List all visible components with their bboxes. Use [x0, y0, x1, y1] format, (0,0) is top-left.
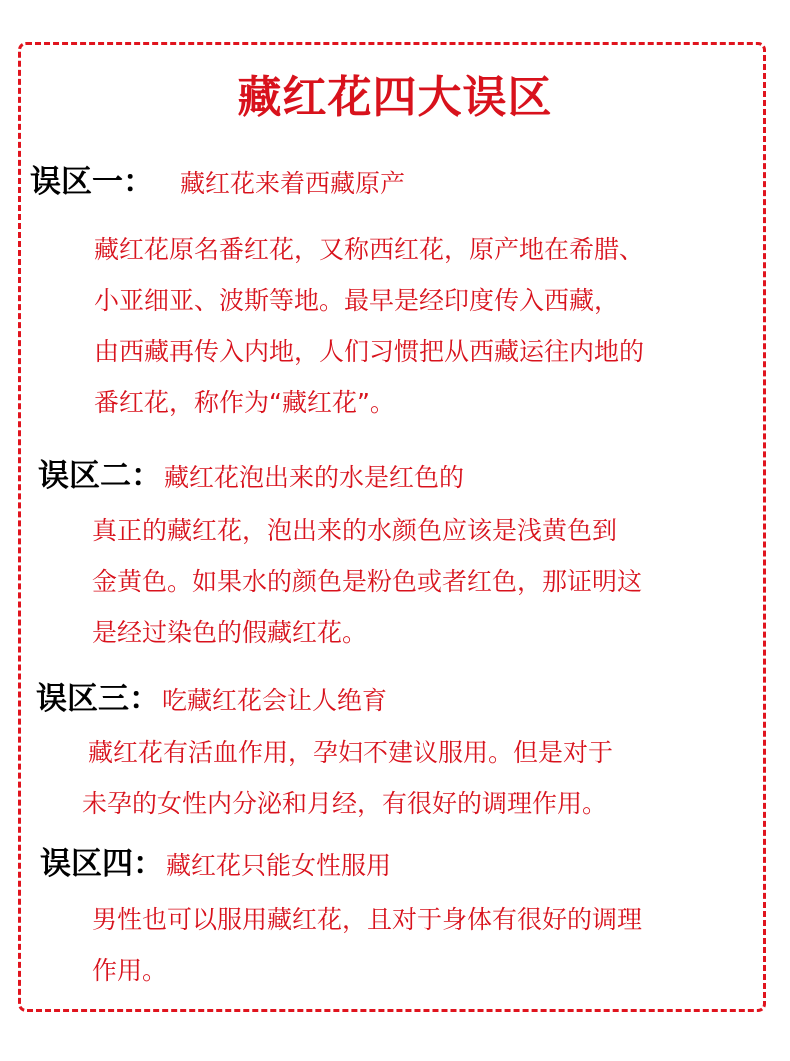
section-1-claim: 藏红花来着西藏原产 — [180, 169, 406, 198]
section-2-label: 误区二： — [38, 458, 162, 494]
section-1-line: 小亚细亚、波斯等地。最早是经印度传入西藏， — [94, 286, 620, 315]
section-1-label: 误区一： — [30, 164, 154, 200]
section-4-line: 作用。 — [92, 956, 168, 985]
section-3-heading — [36, 679, 387, 721]
section-2-line: 是经过染色的假藏红花。 — [92, 618, 368, 647]
section-2-claim: 藏红花泡出来的水是红色的 — [164, 463, 465, 492]
page-title: 藏红花四大误区 — [237, 72, 553, 123]
section-3-line: 未孕的女性内分泌和月经，有很好的调理作用。 — [82, 789, 608, 818]
section-2-body — [92, 505, 642, 658]
section-3-line: 藏红花有活血作用，孕妇不建议服用。但是对于 — [88, 738, 614, 767]
section-3-body — [82, 727, 614, 829]
section-2-line: 真正的藏红花，泡出来的水颜色应该是浅黄色到 — [92, 516, 618, 545]
section-1-body — [94, 224, 644, 428]
section-4-heading — [40, 844, 391, 886]
section-3-label: 误区三： — [36, 681, 160, 717]
section-4-claim: 藏红花只能女性服用 — [166, 851, 392, 880]
section-3-claim: 吃藏红花会让人绝育 — [162, 686, 388, 715]
section-4-line: 男性也可以服用藏红花，且对于身体有很好的调理 — [92, 905, 643, 934]
section-4-body — [92, 894, 642, 996]
section-1-heading — [30, 162, 405, 204]
section-2-line: 金黄色。如果水的颜色是粉色或者红色，那证明这 — [92, 567, 643, 596]
section-2-heading — [38, 456, 464, 498]
section-1-line: 藏红花原名番红花，又称西红花，原产地在希腊、 — [94, 235, 645, 264]
section-1-line: 由西藏再传入内地，人们习惯把从西藏运往内地的 — [94, 337, 645, 366]
section-1-line: 番红花，称作为“藏红花”。 — [94, 388, 395, 417]
section-4-label: 误区四： — [40, 846, 164, 882]
